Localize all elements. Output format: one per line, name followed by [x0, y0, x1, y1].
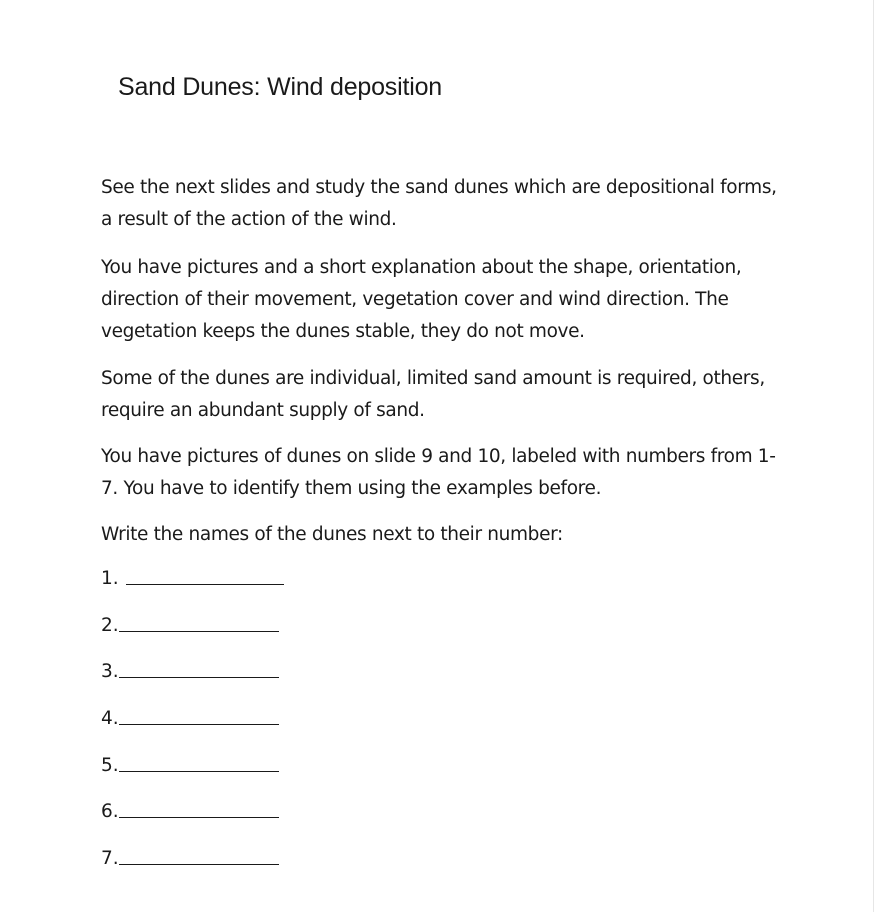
answer-row-1[interactable] — [101, 568, 284, 594]
answer-number: 4. — [101, 708, 119, 729]
answer-row-4[interactable] — [101, 708, 279, 734]
document-title: Sand Dunes: Wind deposition — [118, 73, 442, 101]
answer-row-2[interactable] — [101, 615, 279, 641]
paragraph-dune-supply: Some of the dunes are individual, limited sand amount is required, others, require an abundant supply of sand. — [101, 368, 765, 421]
answer-row-3[interactable] — [101, 661, 279, 687]
answer-blank[interactable] — [119, 676, 279, 678]
paragraph-task: Write the names of the dunes next to their number: — [101, 524, 563, 545]
answer-blank[interactable] — [119, 723, 279, 725]
paragraph-pictures: You have pictures and a short explanation about the shape, orientation, direction of their movement, vegetation cover and wind direction. The vegetation keeps the dunes stable, they do not move. — [101, 257, 742, 342]
answer-blank[interactable] — [119, 816, 279, 818]
answer-number: 3. — [101, 661, 119, 682]
paragraph-intro: See the next slides and study the sand dunes which are depositional forms, a result of the action of the wind. — [101, 177, 777, 230]
answer-number: 1. — [101, 568, 119, 589]
answer-number: 2. — [101, 615, 119, 636]
answer-number: 6. — [101, 801, 119, 822]
answer-blank[interactable] — [119, 863, 279, 865]
answer-number: 7. — [101, 848, 119, 869]
answer-blank[interactable] — [119, 630, 279, 632]
answer-blank[interactable] — [126, 583, 284, 585]
answer-row-6[interactable] — [101, 801, 279, 827]
answer-row-7[interactable] — [101, 848, 279, 874]
answer-row-5[interactable] — [101, 755, 279, 781]
paragraph-instructions: You have pictures of dunes on slide 9 and 10, labeled with numbers from 1-7. You have to identify them using the examples before. — [101, 446, 776, 499]
answer-number: 5. — [101, 755, 119, 776]
answer-blank[interactable] — [119, 770, 279, 772]
